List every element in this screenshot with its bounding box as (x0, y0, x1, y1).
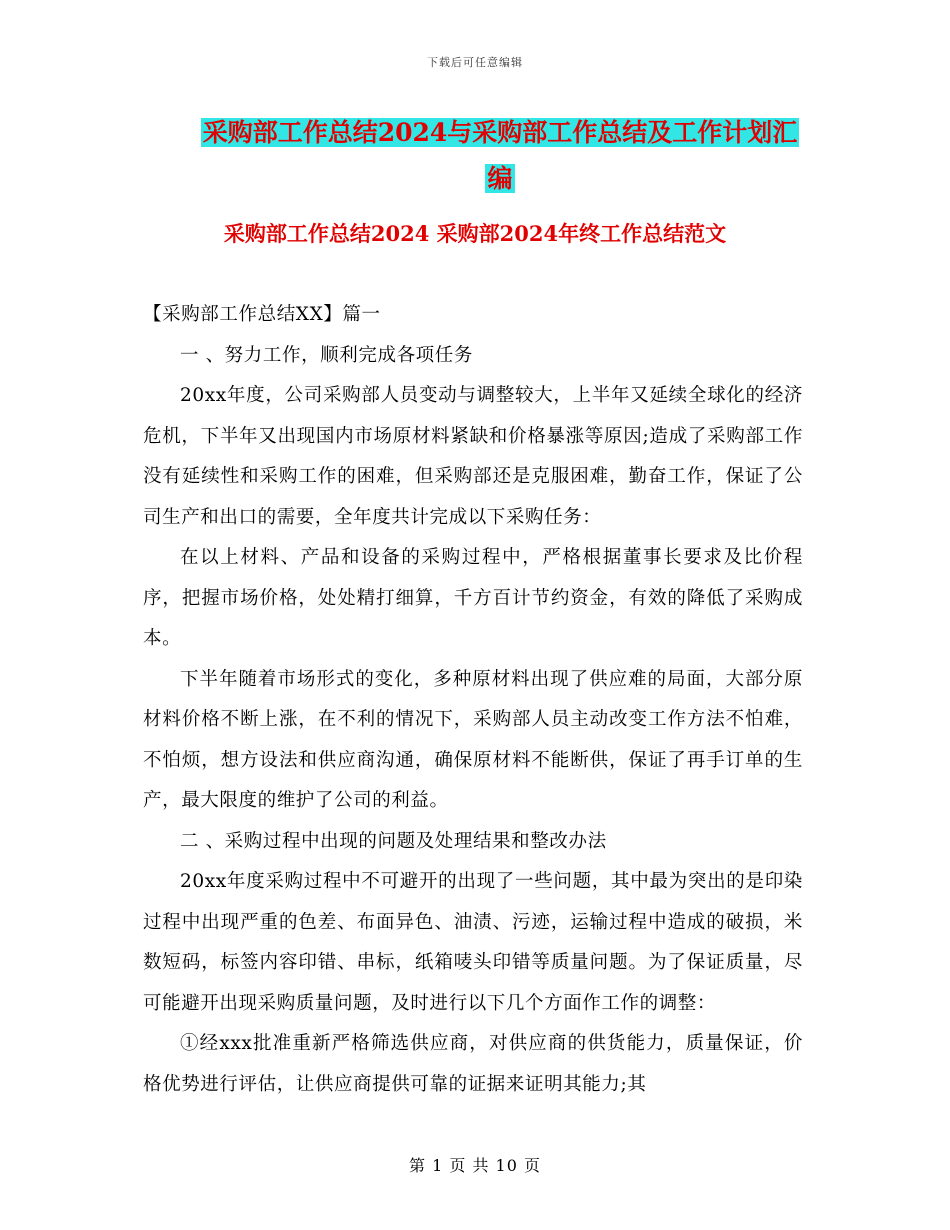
article-label: 【采购部工作总结XX】篇一 (143, 304, 381, 325)
document-body (143, 295, 803, 1105)
document-title-line-2: 编 (487, 164, 513, 193)
section-heading-1: 一 、努力工作，顺利完成各项任务 (180, 344, 473, 366)
paragraph: 在以上材料、产品和设备的采购过程中，严格根据董事长要求及比价程序，把握市场价格，处处精打细算，千方百计节约资金，有效的降低了采购成本。 (143, 547, 803, 649)
document-title-line-1: 采购部工作总结2024与采购部工作总结及工作计划汇 (202, 118, 798, 147)
section-heading-2: 二 、采购过程中出现的问题及处理结果和整改办法 (180, 830, 607, 852)
paragraph: ①经xxx批准重新严格筛选供应商，对供应商的供货能力，质量保证，价格优势进行评估，让供应商提供可靠的证据来证明其能力;其 (143, 1033, 803, 1095)
paragraph: 20xx年度采购过程中不可避开的出现了一些问题，其中最为突出的是印染过程中出现严重的色差、布面异色、油渍、污迹，运输过程中造成的破损，米数短码，标签内容印错、串标，纸箱唛头印错等质量问题。为了保证质量，尽可能避开出现采购质量问题，及时进行以下几个方面作工作的调整： (143, 871, 803, 1014)
paragraph: 20xx年度，公司采购部人员变动与调整较大，上半年又延续全球化的经济危机，下半年又出现国内市场原材料紧缺和价格暴涨等原因;造成了采购部工作没有延续性和采购工作的困难，但采购部还是克服困难，勤奋工作，保证了公司生产和出口的需要，全年度共计完成以下采购任务： (143, 385, 803, 528)
page-number: 第 1 页 共 10 页 (409, 1156, 541, 1175)
paragraph: 下半年随着市场形式的变化，多种原材料出现了供应难的局面，大部分原材料价格不断上涨，在不利的情况下，采购部人员主动改变工作方法不怕难，不怕烦，想方设法和供应商沟通，确保原材料不能断供，保证了再手订单的生产，最大限度的维护了公司的利益。 (143, 668, 803, 811)
page-header-note: 下载后可任意编辑 (427, 56, 523, 69)
section-title: 采购部工作总结2024 采购部2024年终工作总结范文 (223, 221, 727, 246)
document-title (185, 110, 815, 202)
